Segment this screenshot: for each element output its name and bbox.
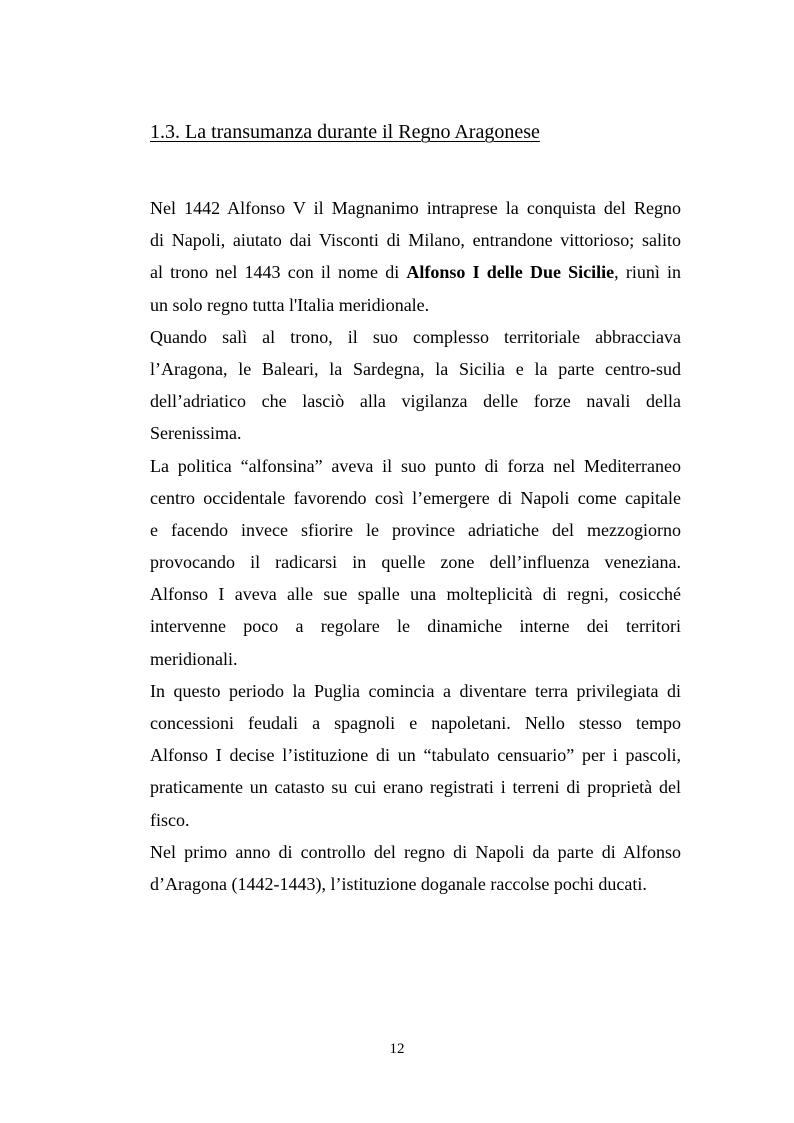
paragraph-4 — [150, 675, 681, 836]
paragraph-1 — [150, 192, 681, 321]
section-heading: 1.3. La transumanza durante il Regno Aragonese — [150, 121, 540, 143]
paragraph-5 — [150, 836, 681, 900]
text-line: e facendo invece sfiorire le province adriatiche del mezzogiorno — [150, 519, 681, 540]
text-line: In questo periodo la Puglia comincia a diventare terra privilegiata di — [150, 680, 681, 701]
text-line: Quando salì al trono, il suo complesso territoriale abbracciava — [150, 326, 681, 347]
body-text — [150, 192, 681, 900]
text-line: Serenissima. — [150, 423, 242, 444]
paragraph-3 — [150, 450, 681, 675]
text-line: intervenne poco a regolare le dinamiche interne dei territori — [150, 616, 681, 637]
text-run: , riunì in — [614, 262, 681, 283]
text-line: Nel 1442 Alfonso V il Magnanimo intraprese la conquista del Regno — [150, 198, 681, 218]
page-number: 12 — [389, 1041, 405, 1057]
text-line: un solo regno tutta l'Italia meridionale. — [150, 294, 430, 315]
text-line: Alfonso I decise l’istituzione di un “tabulato censuario” per i pascoli, — [150, 745, 681, 766]
text-line: fisco. — [150, 809, 190, 830]
text-line: praticamente un catasto su cui erano registrati i terreni di proprietà del — [150, 777, 681, 798]
bold-name: Alfonso I delle Due Sicilie — [406, 262, 615, 283]
text-line: d’Aragona (1442-1443), l’istituzione doganale raccolse pochi ducati. — [150, 873, 647, 894]
paragraph-2 — [150, 321, 681, 450]
text-line: centro occidentale favorendo così l’emergere di Napoli come capitale — [150, 487, 681, 508]
text-line: provocando il radicarsi in quelle zone dell’influenza veneziana. — [150, 552, 681, 573]
text-line: concessioni feudali a spagnoli e napoletani. Nello stesso tempo — [150, 713, 681, 733]
text-line: dell’adriatico che lasciò alla vigilanza delle forze navali della — [150, 391, 681, 412]
text-line: l’Aragona, le Baleari, la Sardegna, la Sicilia e la parte centro-sud — [150, 358, 681, 379]
text-line: Nel primo anno di controllo del regno di Napoli da parte di Alfonso — [150, 841, 681, 862]
text-line: Alfonso I aveva alle sue spalle una molteplicità di regni, cosicché — [150, 584, 681, 605]
text-line — [150, 256, 681, 288]
text-line: La politica “alfonsina” aveva il suo punto di forza nel Mediterraneo — [150, 455, 681, 476]
text-run: al trono nel 1443 con il nome di — [150, 262, 407, 283]
text-line: meridionali. — [150, 648, 238, 669]
text-line: di Napoli, aiutato dai Visconti di Milano, entrandone vittorioso; salito — [150, 230, 681, 251]
